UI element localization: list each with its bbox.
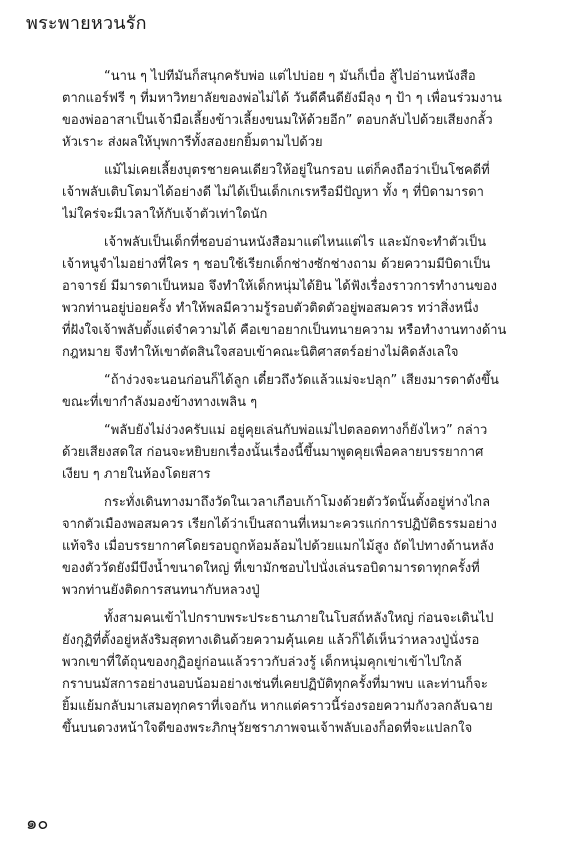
text-line: พวกท่านยังติดการสนทนากับหลวงปู่ <box>62 583 260 598</box>
text-line: ที่ฝังใจเจ้าพลับตั้งแต่จำความได้ คือเขาอยากเป็นทนายความ หรือทำงานทางด้าน <box>62 323 507 338</box>
text-line: ด้วยเสียงสดใส ก่อนจะหยิบยกเรื่องนั้นเรื่องนี้ขึ้นมาพูดคุยเพื่อคลายบรรยากาศ <box>62 445 484 460</box>
text-line: กฎหมาย จึงทำให้เขาตัดสินใจสอบเข้าคณะนิติศาสตร์อย่างไม่คิดลังเลใจ <box>62 345 459 360</box>
paragraph <box>62 160 542 226</box>
text-line: แท้จริง เมื่อบรรยากาศโดยรอบถูกห้อมล้อมไปด้วยแมกไม้สูง ถัดไปทางด้านหลัง <box>62 539 494 554</box>
text-line: พวกเขาที่ใต้ถุนของกุฏิอยู่ก่อนแล้วราวกับล่วงรู้ เด็กหนุ่มคุกเข่าเข้าไปใกล้ <box>62 655 462 670</box>
text-line: กระทั่งเดินทางมาถึงวัดในเวลาเกือบเก้าโมงด้วยตัววัดนั้นตั้งอยู่ห่างไกล <box>104 495 491 510</box>
text-line: ยังกุฏิที่ตั้งอยู่หลังริมสุดทางเดินด้วยความคุ้นเคย แล้วก็ได้เห็นว่าหลวงปู่นั่งรอ <box>62 633 480 648</box>
text-line: ของพ่ออาสาเป็นเจ้ามือเลี้ยงข้าวเลี้ยงขนมให้ด้วยอีก” ตอบกลับไปด้วยเสียงกลั้ว <box>62 113 493 128</box>
text-line: ของตัววัดยังมีบึงน้ำขนาดใหญ่ ที่เขามักชอบไปนั่งเล่นรอบิดามารดาทุกครั้งที่ <box>62 561 480 576</box>
text-line: ขึ้นบนดวงหน้าใจดีของพระภิกษุวัยชราภาพจนเจ้าพลับเองก็อดที่จะแปลกใจ <box>62 721 473 736</box>
body-text <box>62 66 542 746</box>
paragraph <box>62 492 542 602</box>
text-line: เจ้าหนูจำไมอย่างที่ใคร ๆ ชอบใช้เรียกเด็กช่างซักช่างถาม ด้วยความมีบิดาเป็น <box>62 257 491 272</box>
text-line: เจ้าพลับเป็นเด็กที่ชอบอ่านหนังสือมาแต่ไหนแต่ไร และมักจะทำตัวเป็น <box>104 235 487 250</box>
text-line: แม้ไม่เคยเลี้ยงบุตรชายคนเดียวให้อยู่ในกรอบ แต่ก็คงถือว่าเป็นโชคดีที่ <box>104 163 490 178</box>
text-line: ยิ้มแย้มกลับมาเสมอทุกคราที่เจอกัน หากแต่คราวนี้ร่องรอยความกังวลกลับฉาย <box>62 699 493 714</box>
text-line: หัวเราะ ส่งผลให้บุพการีทั้งสองยกยิ้มตามไปด้วย <box>62 135 323 150</box>
text-line: ขณะที่เขากำลังมองข้างทางเพลิน ๆ <box>62 395 258 410</box>
text-line: อาจารย์ มีมารดาเป็นหมอ จึงทำให้เด็กหนุ่มได้ยิน ได้ฟังเรื่องราวการทำงานของ <box>62 279 498 294</box>
page-number: ๑๐ <box>26 813 49 834</box>
paragraph <box>62 232 542 364</box>
text-line: จากตัวเมืองพอสมควร เรียกได้ว่าเป็นสถานที่เหมาะควรแก่การปฏิบัติธรรมอย่าง <box>62 517 497 532</box>
text-line: เจ้าพลับเติบโตมาได้อย่างดี ไม่ได้เป็นเด็กเกเรหรือมีปัญหา ทั้ง ๆ ที่บิดามารดา <box>62 185 484 200</box>
paragraph <box>62 66 542 154</box>
text-line: ตากแอร์ฟรี ๆ ที่มหาวิทยาลัยของพ่อไม่ได้ วันดีคืนดียังมีลุง ๆ ป้า ๆ เพื่อนร่วมงาน <box>62 91 502 106</box>
text-line: ทั้งสามคนเข้าไปกราบพระประธานภายในโบสถ์หลังใหญ่ ก่อนจะเดินไป <box>104 611 494 626</box>
text-line: ไม่ใคร่จะมีเวลาให้กับเจ้าตัวเท่าใดนัก <box>62 207 268 222</box>
text-line: “พลับยังไม่ง่วงครับแม่ อยู่คุยเล่นกับพ่อแม่ไปตลอดทางก็ยังไหว” กล่าว <box>104 423 488 438</box>
text-line: “นาน ๆ ไปทีมันก็สนุกครับพ่อ แต่ไปบ่อย ๆ มันก็เบื่อ สู้ไปอ่านหนังสือ <box>104 69 476 84</box>
paragraph <box>62 370 542 414</box>
book-title-header: พระพายหวนรัก <box>26 13 147 34</box>
text-line: เงียบ ๆ ภายในห้องโดยสาร <box>62 467 211 482</box>
text-line: กราบนมัสการอย่างนอบน้อมอย่างเช่นที่เคยปฏิบัติทุกครั้งที่มาพบ และท่านก็จะ <box>62 677 488 692</box>
text-line: พวกท่านอยู่บ่อยครั้ง ทำให้พลมีความรู้รอบตัวติดตัวอยู่พอสมควร ทว่าสิ่งหนึ่ง <box>62 301 479 316</box>
paragraph <box>62 420 542 486</box>
text-line: “ถ้าง่วงจะนอนก่อนก็ได้ลูก เดี๋ยวถึงวัดแล้วแม่จะปลุก” เสียงมารดาดังขึ้น <box>104 373 499 388</box>
paragraph <box>62 608 542 740</box>
